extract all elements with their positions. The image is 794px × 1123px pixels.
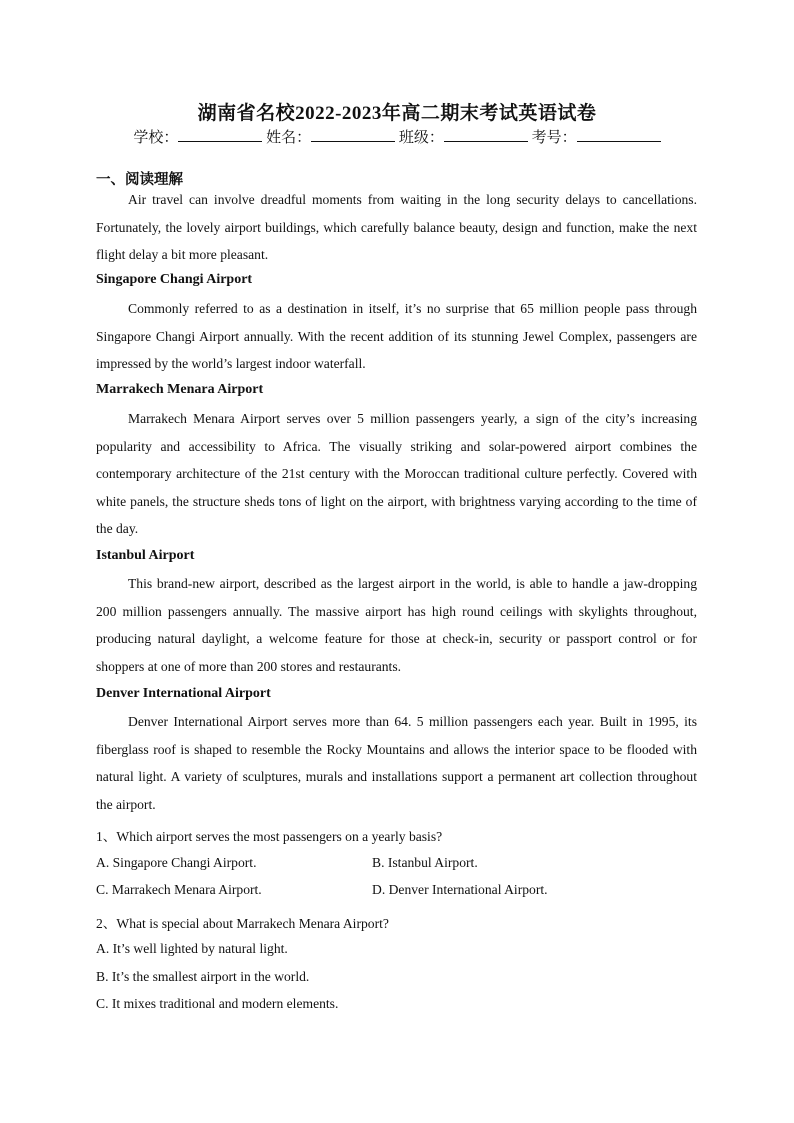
name-label: 姓名： — [266, 130, 312, 146]
question-2-option-c[interactable]: C. It mixes traditional and modern elements. — [96, 996, 339, 1011]
student-info-line — [0, 126, 794, 147]
question-1-option-b[interactable]: B. Istanbul Airport. — [372, 855, 478, 870]
question-1-stem: 1、Which airport serves the most passengers on a yearly basis? — [96, 829, 443, 844]
exam-number-blank[interactable] — [577, 127, 661, 142]
question-2-option-b[interactable]: B. It’s the smallest airport in the world. — [96, 969, 310, 984]
name-blank[interactable] — [311, 127, 395, 142]
airport-paragraph-istanbul: This brand-new airport, described as the largest airport in the world, is able to handle a jaw-dropping 200 million passengers annually. The massive airport has high round ceilings with skylights throughout, producing natural daylight, a welcome feature for those at check-in, security or passport control or for shoppers at one of more than 200 stores and restaurants. — [96, 576, 697, 674]
school-blank[interactable] — [178, 127, 262, 142]
airport-heading-singapore: Singapore Changi Airport — [96, 272, 253, 287]
airport-paragraph-singapore: Commonly referred to as a destination in itself, it’s no surprise that 65 million people pass through Singapore Changi Airport annually. With the recent addition of its stunning Jewel Complex, passengers are impressed by the world’s largest indoor waterfall. — [96, 301, 697, 371]
airport-heading-marrakech: Marrakech Menara Airport — [96, 382, 264, 397]
airport-paragraph-marrakech: Marrakech Menara Airport serves over 5 million passengers yearly, a sign of the city’s increasing popularity and accessibility to Africa. The visually striking and solar-powered airport combines the contemporary architecture of the 21st century with the Moroccan traditional culture perfectly. Covered with white panels, the structure sheds tons of light on the airport, with brightness varying according to the time of the day. — [96, 411, 697, 536]
exam-title: 湖南省名校2022-2023年高二期末考试英语试卷 — [197, 103, 597, 124]
airport-paragraph-denver: Denver International Airport serves more than 64. 5 million passengers each year. Built in 1995, its fiberglass roof is shaped to resemble the Rocky Mountains and allows the interior space to be flooded with natural light. A variety of sculptures, murals and installations support a permanent art collection throughout the airport. — [96, 714, 697, 812]
question-2-stem: 2、What is special about Marrakech Menara Airport? — [96, 916, 389, 931]
airport-heading-istanbul: Istanbul Airport — [96, 548, 195, 563]
school-label: 学校： — [133, 130, 179, 146]
exam-number-label: 考号： — [531, 130, 577, 146]
section-title: 一、阅读理解 — [96, 172, 183, 188]
class-blank[interactable] — [444, 127, 528, 142]
question-1-option-d[interactable]: D. Denver International Airport. — [372, 882, 548, 897]
question-2-option-a[interactable]: A. It’s well lighted by natural light. — [96, 941, 288, 956]
intro-paragraph: Air travel can involve dreadful moments from waiting in the long security delays to cancellations. Fortunately, the lovely airport buildings, which carefully balance beauty, design and function, make the next flight delay a bit more pleasant. — [96, 192, 697, 262]
question-1-option-a[interactable]: A. Singapore Changi Airport. — [96, 855, 257, 870]
airport-heading-denver: Denver International Airport — [96, 686, 271, 701]
class-label: 班级： — [398, 130, 444, 146]
question-1-option-c[interactable]: C. Marrakech Menara Airport. — [96, 882, 262, 897]
